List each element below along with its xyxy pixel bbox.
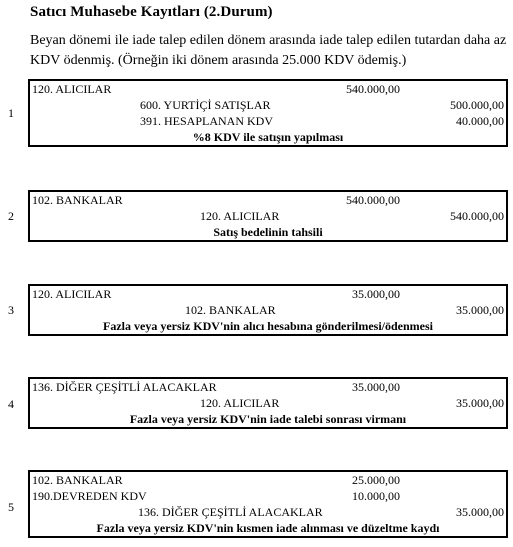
account-name: 102. BANKALAR [32, 473, 123, 487]
account-name: 120. ALICILAR [200, 209, 280, 223]
entry-line [30, 97, 506, 113]
entry-line [30, 395, 506, 411]
debit-amount: 10.000,00 [352, 489, 400, 503]
credit-amount: 540.000,00 [450, 209, 504, 223]
account-name: 136. DİĞER ÇEŞİTLİ ALACAKLAR [138, 505, 323, 519]
entry-number: 3 [8, 303, 14, 317]
entry-line [30, 379, 506, 395]
credit-amount: 35.000,00 [456, 303, 504, 317]
account-name: 120. ALICILAR [32, 287, 112, 301]
debit-amount: 35.000,00 [352, 380, 400, 394]
account-name: 391. HESAPLANAN KDV [140, 114, 274, 128]
debit-amount: 540.000,00 [346, 82, 400, 96]
entry-number: 5 [8, 500, 14, 514]
entry-number: 1 [8, 106, 14, 120]
account-name: 102. BANKALAR [185, 303, 276, 317]
entry-line [30, 192, 506, 208]
journal-entry [28, 190, 508, 242]
account-name: 136. DİĞER ÇEŞİTLİ ALACAKLAR [32, 380, 217, 394]
entry-line [30, 488, 506, 504]
account-name: 120. ALICILAR [200, 396, 280, 410]
entry-line [30, 113, 506, 129]
entry-line [30, 504, 506, 520]
entry-line [30, 286, 506, 302]
entry-line [30, 302, 506, 318]
account-name: 102. BANKALAR [32, 193, 123, 207]
debit-amount: 35.000,00 [352, 287, 400, 301]
entry-line [30, 472, 506, 488]
account-name: 190.DEVREDEN KDV [32, 489, 147, 503]
credit-amount: 35.000,00 [456, 505, 504, 519]
debit-amount: 540.000,00 [346, 193, 400, 207]
credit-amount: 35.000,00 [456, 396, 504, 410]
credit-amount: 40.000,00 [456, 114, 504, 128]
entry-number: 2 [8, 209, 14, 223]
page-title: Satıcı Muhasebe Kayıtları (2.Durum) [30, 4, 273, 20]
entry-description: Fazla veya yersiz KDV'nin alıcı hesabına gönderilmesi/ödenmesi [103, 319, 433, 333]
debit-amount: 25.000,00 [352, 473, 400, 487]
journal-entry [28, 470, 508, 538]
entry-number: 4 [8, 397, 14, 411]
entry-description: Fazla veya yersiz KDV'nin kısmen iade alınması ve düzeltme kaydı [96, 521, 440, 535]
intro-paragraph: Beyan dönemi ile iade talep edilen dönem arasında iade talep edilen tutardan daha az KDV ödenmiş. (Örneğin iki dönem arasında 25.000 KDV ödemiş.) [30, 33, 507, 68]
entry-description: Fazla veya yersiz KDV'nin iade talebi sonrası virmanı [129, 412, 407, 426]
entry-description: Satış bedelinin tahsili [213, 225, 323, 239]
entry-line [30, 81, 506, 97]
account-name: 120. ALICILAR [32, 82, 112, 96]
credit-amount: 500.000,00 [450, 98, 504, 112]
journal-entry [28, 284, 508, 336]
journal-entry [28, 79, 508, 147]
entry-description: %8 KDV ile satışın yapılması [192, 130, 344, 144]
entry-line [30, 208, 506, 224]
journal-entry [28, 377, 508, 429]
account-name: 600. YURTİÇİ SATIŞLAR [140, 98, 271, 112]
